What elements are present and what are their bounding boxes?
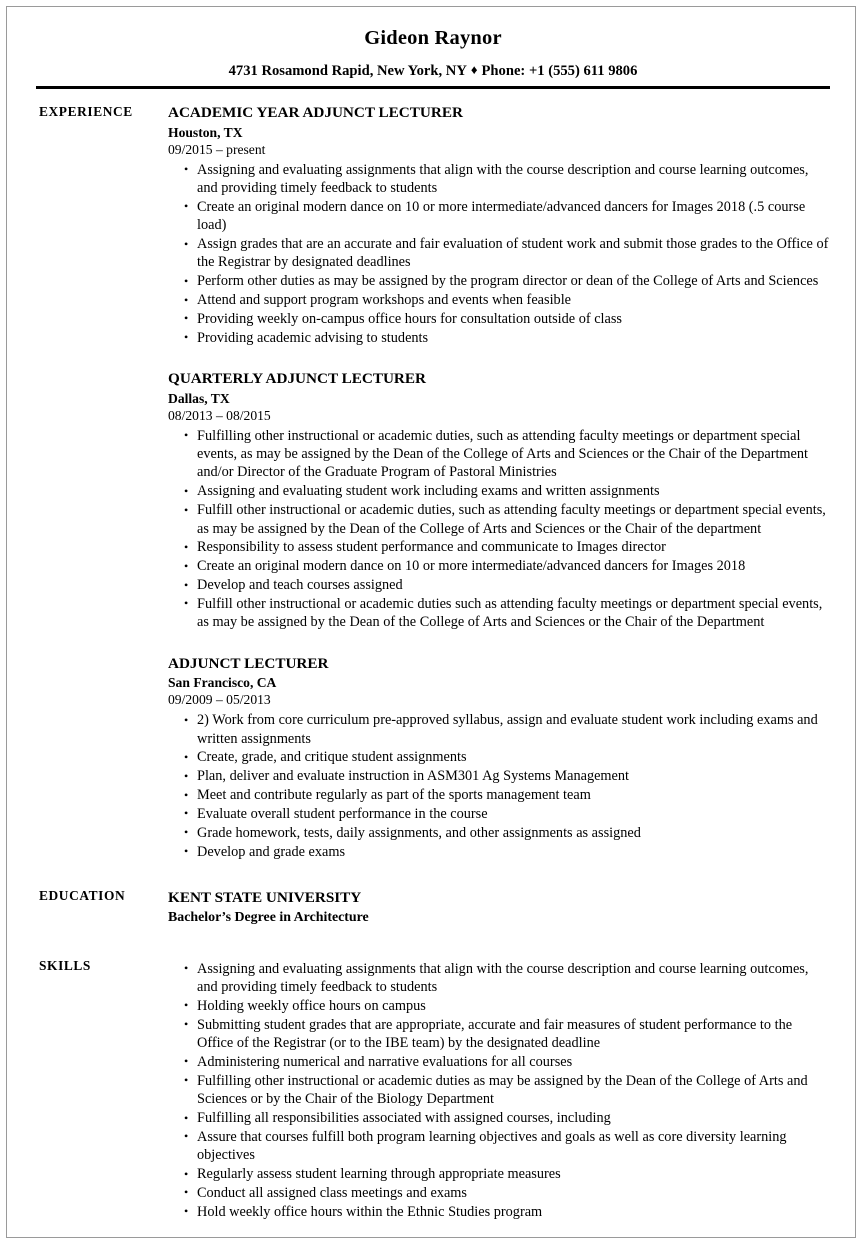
list-item: • Assign grades that are an accurate and fair evaluation of student work and submit those grades to the Office of the Registrar by designated deadlines [168,235,830,272]
skills-label-column [36,958,168,974]
job-title: ADJUNCT LECTURER [168,654,329,672]
candidate-name: Gideon Raynor [364,27,502,49]
education-school: KENT STATE UNIVERSITY [168,888,362,906]
job-dates: 09/2009 – 05/2013 [168,692,271,708]
list-item: • Assigning and evaluating assignments that align with the course description and course learning outcomes, and providing timely feedback to students [168,960,830,997]
list-item: • Fulfill other instructional or academic duties such as attending faculty meetings or department special events, as may be assigned by the Dean of the College of Arts and Sciences or the Chair of the Department [168,595,830,632]
list-item: • Attend and support program workshops and events when feasible [168,291,830,309]
list-item: • Conduct all assigned class meetings and exams [168,1184,830,1202]
job-title: QUARTERLY ADJUNCT LECTURER [168,370,426,388]
list-item: • Evaluate overall student performance in the course [168,805,830,823]
experience-body [168,104,830,861]
list-item: • Fulfilling other instructional or academic duties as may be assigned by the Dean of the College of Arts and Sciences or by the Chair of the Biology Department [168,1072,830,1109]
list-item: • Holding weekly office hours on campus [168,997,830,1015]
list-item: • Perform other duties as may be assigned by the program director or dean of the College of Arts and Sciences [168,272,830,290]
list-item: • Providing weekly on-campus office hours for consultation outside of class [168,310,830,328]
list-item: • Create, grade, and critique student assignments [168,748,830,766]
education-body [168,888,830,927]
list-item: • Meet and contribute regularly as part of the sports management team [168,786,830,804]
job-location: Dallas, TX [168,390,230,406]
section-label-experience: EXPERIENCE [39,104,133,120]
job-entry [168,104,830,347]
list-item: • Responsibility to assess student performance and communicate to Images director [168,538,830,556]
list-item: • Plan, deliver and evaluate instruction in ASM301 Ag Systems Management [168,767,830,785]
job-dates: 08/2013 – 08/2015 [168,407,271,423]
job-responsibility-list [168,427,830,632]
skills-list [168,960,830,1222]
list-item: • Regularly assess student learning through appropriate measures [168,1165,830,1183]
job-responsibility-list [168,161,830,348]
list-item: • 2) Work from core curriculum pre-approved syllabus, assign and evaluate student work including exams and written assignments [168,711,830,748]
list-item: • Administering numerical and narrative evaluations for all courses [168,1053,830,1071]
contact-line [36,62,830,81]
list-item: • Fulfill other instructional or academic duties, such as attending faculty meetings or department special events, as may be assigned by the Dean of the College of Arts and Sciences or the Chair of the department [168,501,830,538]
list-item: • Submitting student grades that are appropriate, accurate and fair measures of student performance to the Office of the Registrar (or to the IBE team) by the designated deadline [168,1016,830,1053]
education-degree: Bachelor’s Degree in Architecture [168,909,369,925]
list-item: • Assigning and evaluating student work including exams and written assignments [168,482,830,500]
skills-section [36,958,830,1222]
header-divider [36,86,830,89]
education-label-column [36,888,168,904]
job-location: Houston, TX [168,124,243,140]
contact-phone: Phone: +1 (555) 611 9806 [481,62,638,79]
diamond-separator-icon: ♦ [470,61,478,77]
list-item: • Grade homework, tests, daily assignments, and other assignments as assigned [168,824,830,842]
contact-address: 4731 Rosamond Rapid, New York, NY [228,62,467,79]
job-responsibility-list [168,711,830,861]
job-entry [168,370,830,631]
list-item: • Create an original modern dance on 10 or more intermediate/advanced dancers for Images 2018 [168,557,830,575]
list-item: • Create an original modern dance on 10 or more intermediate/advanced dancers for Images 2018 (.5 course load) [168,198,830,235]
list-item: • Assure that courses fulfill both program learning objectives and goals as well as core diversity learning objectives [168,1128,830,1165]
section-label-education: EDUCATION [39,887,126,903]
list-item: • Hold weekly office hours within the Ethnic Studies program [168,1203,830,1221]
resume-header [36,26,830,89]
experience-section [36,104,830,861]
job-entry [168,655,830,861]
section-label-skills: SKILLS [39,957,91,973]
skills-body [168,958,830,1222]
list-item: • Fulfilling all responsibilities associated with assigned courses, including [168,1109,830,1127]
job-location: San Francisco, CA [168,675,277,691]
list-item: • Fulfilling other instructional or academic duties, such as attending faculty meetings or department special events, as may be assigned by the Dean of the College of Arts and Sciences or the Chair of the Department and/or Director of the Graduate Program of Pastoral Ministries [168,427,830,482]
list-item: • Develop and teach courses assigned [168,576,830,594]
list-item: • Develop and grade exams [168,843,830,861]
education-section [36,888,830,927]
list-item: • Providing academic advising to students [168,329,830,347]
job-title: ACADEMIC YEAR ADJUNCT LECTURER [168,104,463,122]
experience-label-column [36,104,168,120]
list-item: • Assigning and evaluating assignments that align with the course description and course learning outcomes, and providing timely feedback to students [168,161,830,198]
job-dates: 09/2015 – present [168,141,266,157]
